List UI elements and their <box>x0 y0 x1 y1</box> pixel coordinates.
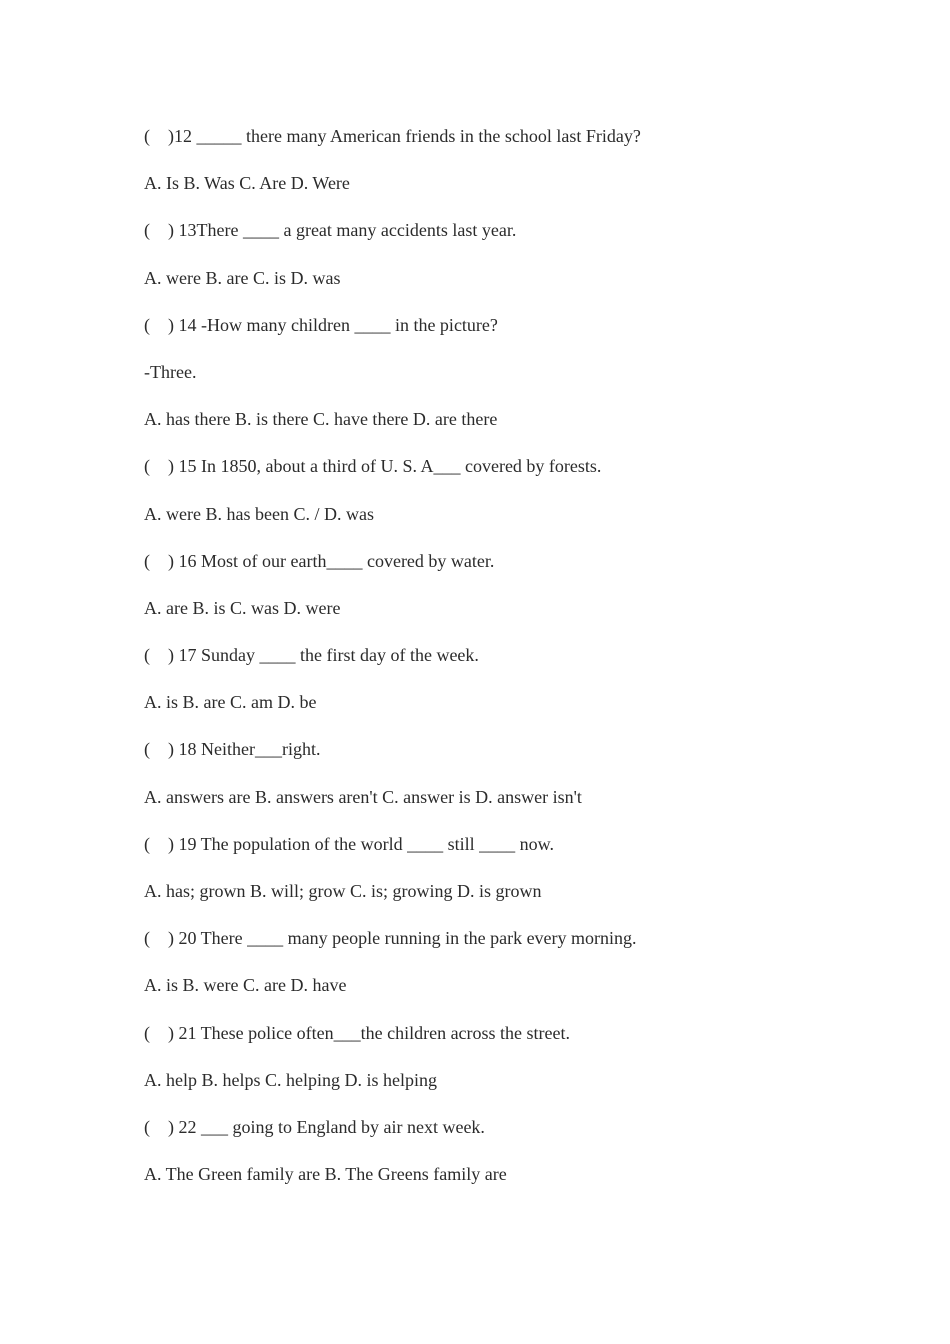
options-17: A. is B. are C. am D. be <box>144 692 317 713</box>
question-12: ( )12 _____ there many American friends in the school last Friday? <box>144 126 641 146</box>
question-15: ( ) 15 In 1850, about a third of U. S. A___ covered by forests. <box>144 456 602 477</box>
question-17: ( ) 17 Sunday ____ the first day of the week. <box>144 645 479 666</box>
options-15: A. were B. has been C. / D. was <box>144 503 374 524</box>
options-14: A. has there B. is there C. have there D. are there <box>144 409 498 430</box>
question-22: ( ) 22 ___ going to England by air next week. <box>144 1116 485 1137</box>
options-18: A. answers are B. answers aren't C. answer is D. answer isn't <box>144 786 582 807</box>
question-21: ( ) 21 These police often___the children across the street. <box>144 1022 571 1043</box>
options-21: A. help B. helps C. helping D. is helping <box>144 1069 437 1090</box>
question-13: ( ) 13There ____ a great many accidents last year. <box>144 220 517 241</box>
options-12: A. Is B. Was C. Are D. Were <box>144 173 350 194</box>
options-19: A. has; grown B. will; grow C. is; growing D. is grown <box>144 881 542 901</box>
question-18: ( ) 18 Neither___right. <box>144 739 321 760</box>
options-13: A. were B. are C. is D. was <box>144 267 341 288</box>
question-14: ( ) 14 -How many children ____ in the picture? <box>144 314 498 335</box>
options-20: A. is B. were C. are D. have <box>144 975 347 996</box>
options-22: A. The Green family are B. The Greens family are <box>144 1164 507 1185</box>
answer-14: -Three. <box>144 361 197 382</box>
question-19: ( ) 19 The population of the world ____ still ____ now. <box>144 833 554 854</box>
document-page <box>144 122 904 1207</box>
question-16: ( ) 16 Most of our earth____ covered by water. <box>144 550 495 571</box>
question-20: ( ) 20 There ____ many people running in the park every morning. <box>144 928 637 949</box>
options-16: A. are B. is C. was D. were <box>144 597 341 618</box>
